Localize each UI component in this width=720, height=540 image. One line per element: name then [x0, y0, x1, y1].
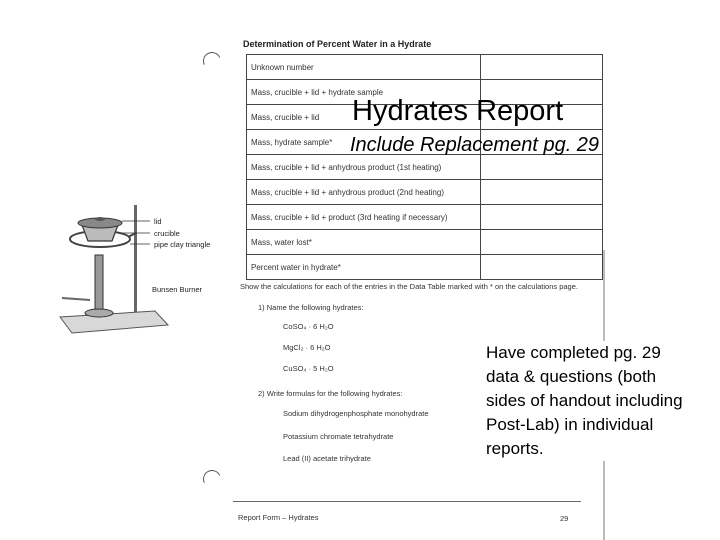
table-row [247, 230, 603, 255]
label-crucible: crucible [154, 229, 180, 238]
label-pipe-clay-triangle: pipe clay triangle [154, 240, 211, 249]
value-cell [481, 255, 603, 280]
row-label: Unknown number [247, 55, 481, 80]
table-row [247, 180, 603, 205]
row-label: Mass, crucible + lid + hydrate sample [247, 80, 481, 105]
stand-base [60, 311, 168, 333]
question-2-item: Lead (II) acetate trihydrate [283, 454, 371, 463]
footer-page-number: 29 [560, 514, 569, 523]
data-table [246, 54, 603, 280]
question-2-prompt: 2) Write formulas for the following hydrates: [258, 389, 403, 398]
row-label: Mass, crucible + lid + anhydrous product (1st heating) [247, 155, 481, 180]
binder-hole [200, 49, 223, 72]
table-row [247, 55, 603, 80]
question-1-item: MgCl₂ · 6 H₂O [283, 343, 331, 352]
value-cell [481, 205, 603, 230]
row-label: Mass, water lost* [247, 230, 481, 255]
row-label: Mass, crucible + lid [247, 105, 481, 130]
slide-subtitle: Include Replacement pg. 29 [350, 134, 600, 156]
value-cell [481, 55, 603, 80]
value-cell [481, 230, 603, 255]
footer-rule [233, 501, 581, 502]
slide-title: Hydrates Report [352, 95, 564, 127]
question-2-item: Sodium dihydrogenphosphate monohydrate [283, 409, 429, 418]
question-1-prompt: 1) Name the following hydrates: [258, 303, 364, 312]
table-row [247, 155, 603, 180]
ring-stand-rod [134, 205, 137, 320]
burner-base [85, 309, 113, 317]
slide-note: Have completed pg. 29 data & questions (both sides of handout including Post-Lab) in individual reports. [486, 341, 686, 461]
burner-tube [95, 255, 103, 310]
form-title: Determination of Percent Water in a Hydrate [243, 39, 432, 49]
question-1-item: CuSO₄ · 5 H₂O [283, 364, 334, 373]
value-cell [481, 155, 603, 180]
gas-hose [62, 298, 90, 300]
footer-title: Report Form – Hydrates [238, 513, 319, 522]
row-label: Percent water in hydrate* [247, 255, 481, 280]
table-row [247, 255, 603, 280]
label-bunsen-burner: Bunsen Burner [152, 285, 203, 294]
row-label: Mass, hydrate sample* [247, 130, 481, 155]
row-label: Mass, crucible + lid + anhydrous product (2nd heating) [247, 180, 481, 205]
row-label: Mass, crucible + lid + product (3rd heating if necessary) [247, 205, 481, 230]
label-lid: lid [154, 217, 162, 226]
question-1-item: CoSO₄ · 6 H₂O [283, 322, 334, 331]
value-cell [481, 180, 603, 205]
question-2-item: Potassium chromate tetrahydrate [283, 432, 394, 441]
table-row [247, 205, 603, 230]
lid-knob [95, 217, 105, 221]
calculations-note: Show the calculations for each of the entries in the Data Table marked with * on the calculations page. [240, 282, 578, 291]
binder-hole [200, 467, 223, 490]
